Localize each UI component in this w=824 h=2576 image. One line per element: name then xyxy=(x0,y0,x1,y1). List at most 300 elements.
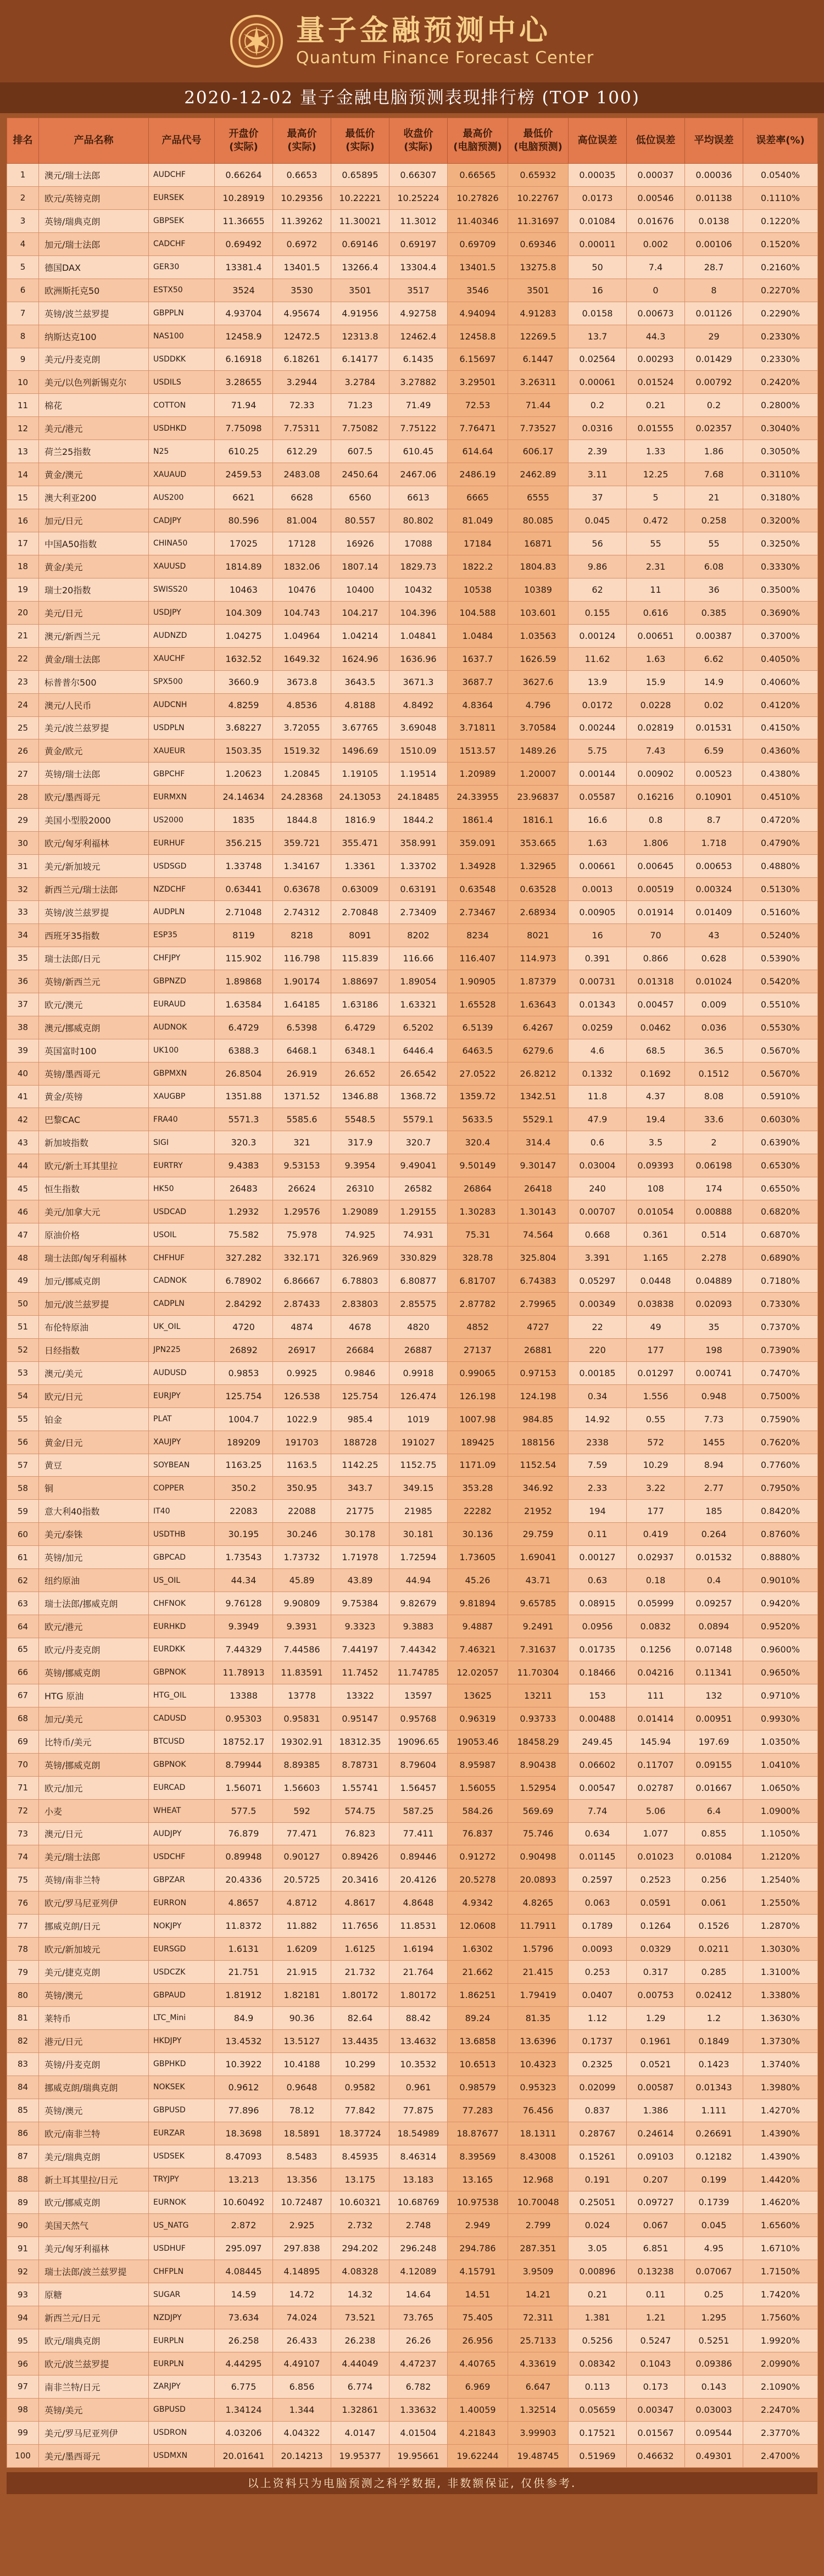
product-name-cell: 加元/波兰兹罗提 xyxy=(39,1292,149,1315)
close-actual-cell: 4.8648 xyxy=(389,1891,448,1915)
close-actual-cell: 30.181 xyxy=(389,1523,448,1546)
low-error-cell: 0.067 xyxy=(627,2214,685,2237)
rank-cell: 11 xyxy=(7,394,39,417)
open-actual-cell: 13381.4 xyxy=(215,255,273,279)
rank-cell: 90 xyxy=(7,2214,39,2237)
column-header-label: 低位误差 xyxy=(636,135,676,146)
close-actual-cell: 2467.06 xyxy=(389,463,448,486)
high-actual-cell: 4.8712 xyxy=(273,1891,331,1915)
low-error-cell: 108 xyxy=(627,1177,685,1200)
error-rate-cell: 0.3040% xyxy=(743,417,818,440)
error-rate-cell: 0.5670% xyxy=(743,1062,818,1085)
table-row xyxy=(7,2099,818,2122)
product-name-cell: 澳元/人民币 xyxy=(39,693,149,716)
rank-cell: 31 xyxy=(7,855,39,878)
high-actual-cell: 13.356 xyxy=(273,2168,331,2191)
error-rate-cell: 0.5530% xyxy=(743,1016,818,1039)
high-error-cell: 0.28767 xyxy=(569,2122,627,2145)
column-header xyxy=(215,118,273,164)
table-row xyxy=(7,809,818,832)
close-actual-cell: 1368.72 xyxy=(389,1085,448,1108)
open-actual-cell: 17025 xyxy=(215,532,273,555)
error-rate-cell: 0.7590% xyxy=(743,1407,818,1431)
avg-error-cell: 0.514 xyxy=(685,1223,743,1247)
close-actual-cell: 191027 xyxy=(389,1431,448,1454)
open-actual-cell: 21.751 xyxy=(215,1961,273,1984)
error-rate-cell: 0.3180% xyxy=(743,486,818,509)
high-forecast-cell: 328.78 xyxy=(448,1247,508,1270)
open-actual-cell: 18752.17 xyxy=(215,1730,273,1753)
low-forecast-cell: 8.43008 xyxy=(508,2145,569,2168)
low-actual-cell: 76.823 xyxy=(331,1822,389,1845)
product-code-cell: COPPER xyxy=(149,1477,215,1500)
avg-error-cell: 0.5251 xyxy=(685,2329,743,2352)
table-row xyxy=(7,2007,818,2030)
low-error-cell: 3.5 xyxy=(627,1131,685,1154)
open-actual-cell: 0.66264 xyxy=(215,164,273,187)
product-code-cell: USDTHB xyxy=(149,1523,215,1546)
table-row xyxy=(7,1108,818,1131)
low-forecast-cell: 0.63528 xyxy=(508,878,569,901)
low-forecast-cell: 1.63643 xyxy=(508,993,569,1016)
high-forecast-cell: 4852 xyxy=(448,1315,508,1338)
rank-cell: 76 xyxy=(7,1891,39,1915)
open-actual-cell: 1.63584 xyxy=(215,993,273,1016)
open-actual-cell: 2459.53 xyxy=(215,463,273,486)
low-error-cell: 0.00546 xyxy=(627,186,685,209)
high-forecast-cell: 30.136 xyxy=(448,1523,508,1546)
low-actual-cell: 4.8188 xyxy=(331,693,389,716)
high-actual-cell: 6.18261 xyxy=(273,348,331,371)
product-code-cell: EURSEK xyxy=(149,186,215,209)
high-forecast-cell: 3.71811 xyxy=(448,716,508,739)
column-header-label: 产品代号 xyxy=(162,135,202,146)
low-error-cell: 1.21 xyxy=(627,2306,685,2329)
low-forecast-cell: 1.5796 xyxy=(508,1938,569,1961)
error-rate-cell: 1.2540% xyxy=(743,1868,818,1891)
low-actual-cell: 82.64 xyxy=(331,2007,389,2030)
low-error-cell: 0.02937 xyxy=(627,1546,685,1569)
close-actual-cell: 1.04841 xyxy=(389,624,448,647)
close-actual-cell: 0.95768 xyxy=(389,1707,448,1730)
open-actual-cell: 9.76128 xyxy=(215,1592,273,1615)
low-error-cell: 1.165 xyxy=(627,1247,685,1270)
high-error-cell: 3.11 xyxy=(569,463,627,486)
low-actual-cell: 3643.5 xyxy=(331,670,389,693)
table-row xyxy=(7,1200,818,1223)
low-actual-cell: 1.88697 xyxy=(331,970,389,993)
table-row xyxy=(7,1891,818,1915)
close-actual-cell: 0.9918 xyxy=(389,1361,448,1384)
close-actual-cell: 77.411 xyxy=(389,1822,448,1845)
rank-cell: 73 xyxy=(7,1822,39,1845)
table-row xyxy=(7,255,818,279)
high-actual-cell: 1.73732 xyxy=(273,1546,331,1569)
rank-cell: 64 xyxy=(7,1615,39,1638)
product-name-cell: 美元/港元 xyxy=(39,417,149,440)
avg-error-cell: 174 xyxy=(685,1177,743,1200)
product-name-cell: 莱特币 xyxy=(39,2007,149,2030)
product-code-cell: XAUJPY xyxy=(149,1431,215,1454)
low-error-cell: 145.94 xyxy=(627,1730,685,1753)
product-name-cell: 标普普尔500 xyxy=(39,670,149,693)
low-forecast-cell: 10.22767 xyxy=(508,186,569,209)
high-forecast-cell: 89.24 xyxy=(448,2007,508,2030)
high-actual-cell: 4.49107 xyxy=(273,2352,331,2375)
table-row xyxy=(7,1247,818,1270)
open-actual-cell: 30.195 xyxy=(215,1523,273,1546)
high-actual-cell: 26624 xyxy=(273,1177,331,1200)
open-actual-cell: 6.775 xyxy=(215,2375,273,2399)
product-name-cell: 美元/罗马尼亚列伊 xyxy=(39,2421,149,2444)
product-code-cell: CHFNOK xyxy=(149,1592,215,1615)
avg-error-cell: 0.948 xyxy=(685,1384,743,1407)
avg-error-cell: 0.01343 xyxy=(685,2076,743,2099)
open-actual-cell: 11.8372 xyxy=(215,1915,273,1938)
low-error-cell: 0.24614 xyxy=(627,2122,685,2145)
high-actual-cell: 1371.52 xyxy=(273,1085,331,1108)
low-forecast-cell: 1.32514 xyxy=(508,2398,569,2421)
product-name-cell: 黄金/欧元 xyxy=(39,739,149,763)
high-forecast-cell: 1822.2 xyxy=(448,555,508,578)
low-actual-cell: 0.95147 xyxy=(331,1707,389,1730)
high-error-cell: 0.063 xyxy=(569,1891,627,1915)
open-actual-cell: 2.84292 xyxy=(215,1292,273,1315)
rank-cell: 70 xyxy=(7,1753,39,1776)
high-forecast-cell: 1.0484 xyxy=(448,624,508,647)
rank-cell: 62 xyxy=(7,1569,39,1592)
product-name-cell: 美国天然气 xyxy=(39,2214,149,2237)
rank-cell: 43 xyxy=(7,1131,39,1154)
avg-error-cell: 0.2 xyxy=(685,394,743,417)
high-actual-cell: 1.64185 xyxy=(273,993,331,1016)
low-actual-cell: 1346.88 xyxy=(331,1085,389,1108)
product-name-cell: 欧元/波兰兹罗提 xyxy=(39,2352,149,2375)
low-actual-cell: 1.71978 xyxy=(331,1546,389,1569)
close-actual-cell: 2.73409 xyxy=(389,901,448,924)
error-rate-cell: 0.6390% xyxy=(743,1131,818,1154)
close-actual-cell: 13597 xyxy=(389,1684,448,1707)
low-forecast-cell: 4.91283 xyxy=(508,302,569,325)
avg-error-cell: 6.4 xyxy=(685,1799,743,1822)
rank-cell: 77 xyxy=(7,1915,39,1938)
rank-cell: 32 xyxy=(7,878,39,901)
high-forecast-cell: 6.81707 xyxy=(448,1270,508,1293)
product-code-cell: NAS100 xyxy=(149,325,215,348)
open-actual-cell: 73.634 xyxy=(215,2306,273,2329)
low-forecast-cell: 1.20007 xyxy=(508,763,569,786)
rank-cell: 78 xyxy=(7,1938,39,1961)
error-rate-cell: 0.7620% xyxy=(743,1431,818,1454)
product-code-cell: GBPSEK xyxy=(149,209,215,232)
open-actual-cell: 189209 xyxy=(215,1431,273,1454)
product-name-cell: 新土耳其里拉/日元 xyxy=(39,2168,149,2191)
low-error-cell: 0.317 xyxy=(627,1961,685,1984)
high-error-cell: 16 xyxy=(569,923,627,947)
product-name-cell: 黄金/日元 xyxy=(39,1431,149,1454)
high-actual-cell: 7.75311 xyxy=(273,417,331,440)
table-row xyxy=(7,1961,818,1984)
error-rate-cell: 1.4390% xyxy=(743,2122,818,2145)
high-error-cell: 0.00905 xyxy=(569,901,627,924)
low-error-cell: 4.37 xyxy=(627,1085,685,1108)
table-row xyxy=(7,923,818,947)
high-forecast-cell: 10538 xyxy=(448,578,508,601)
high-error-cell: 0.0158 xyxy=(569,302,627,325)
error-rate-cell: 0.7370% xyxy=(743,1315,818,1338)
close-actual-cell: 8.79604 xyxy=(389,1753,448,1776)
high-actual-cell: 321 xyxy=(273,1131,331,1154)
avg-error-cell: 0.009 xyxy=(685,993,743,1016)
open-actual-cell: 8.47093 xyxy=(215,2145,273,2168)
table-row xyxy=(7,1753,818,1776)
avg-error-cell: 2 xyxy=(685,1131,743,1154)
high-error-cell: 153 xyxy=(569,1684,627,1707)
open-actual-cell: 26.258 xyxy=(215,2329,273,2352)
high-error-cell: 0.02099 xyxy=(569,2076,627,2099)
low-actual-cell: 3.67765 xyxy=(331,716,389,739)
table-row xyxy=(7,832,818,855)
close-actual-cell: 9.82679 xyxy=(389,1592,448,1615)
product-code-cell: USDSEK xyxy=(149,2145,215,2168)
high-error-cell: 0.00144 xyxy=(569,763,627,786)
table-row xyxy=(7,164,818,187)
rank-cell: 39 xyxy=(7,1039,39,1062)
error-rate-cell: 0.7500% xyxy=(743,1384,818,1407)
high-forecast-cell: 13401.5 xyxy=(448,255,508,279)
low-actual-cell: 1816.9 xyxy=(331,809,389,832)
brand-name-cn: 量子金融预测中心 xyxy=(296,14,551,47)
high-forecast-cell: 1.73605 xyxy=(448,1546,508,1569)
open-actual-cell: 3.68227 xyxy=(215,716,273,739)
rank-cell: 1 xyxy=(7,164,39,187)
rank-cell: 66 xyxy=(7,1661,39,1684)
close-actual-cell: 77.875 xyxy=(389,2099,448,2122)
high-error-cell: 0.045 xyxy=(569,509,627,532)
avg-error-cell: 6.59 xyxy=(685,739,743,763)
error-rate-cell: 0.4360% xyxy=(743,739,818,763)
product-code-cell: EURRON xyxy=(149,1891,215,1915)
high-forecast-cell: 8.39569 xyxy=(448,2145,508,2168)
high-actual-cell: 19302.91 xyxy=(273,1730,331,1753)
product-code-cell: AUDPLN xyxy=(149,901,215,924)
product-name-cell: 英镑/澳元 xyxy=(39,2099,149,2122)
high-actual-cell: 592 xyxy=(273,1799,331,1822)
error-rate-cell: 1.4420% xyxy=(743,2168,818,2191)
high-error-cell: 249.45 xyxy=(569,1730,627,1753)
high-actual-cell: 4.04322 xyxy=(273,2421,331,2444)
product-code-cell: USDMXN xyxy=(149,2444,215,2467)
low-error-cell: 0.05999 xyxy=(627,1592,685,1615)
high-forecast-cell: 9.81894 xyxy=(448,1592,508,1615)
avg-error-cell: 0.285 xyxy=(685,1961,743,1984)
product-name-cell: 欧元/挪威克朗 xyxy=(39,2191,149,2214)
low-error-cell: 1.386 xyxy=(627,2099,685,2122)
high-actual-cell: 10.72487 xyxy=(273,2191,331,2214)
low-actual-cell: 19.95377 xyxy=(331,2444,389,2467)
product-name-cell: 英镑/新西兰元 xyxy=(39,970,149,993)
table-row xyxy=(7,509,818,532)
high-error-cell: 0.02564 xyxy=(569,348,627,371)
avg-error-cell: 0.01409 xyxy=(685,901,743,924)
avg-error-cell: 0.036 xyxy=(685,1016,743,1039)
high-error-cell: 0.51969 xyxy=(569,2444,627,2467)
rank-cell: 4 xyxy=(7,232,39,255)
product-code-cell: EURZAR xyxy=(149,2122,215,2145)
page-title: 2020-12-02 量子金融电脑预测表现排行榜 (TOP 100) xyxy=(0,82,824,113)
high-forecast-cell: 12.0608 xyxy=(448,1915,508,1938)
rank-cell: 24 xyxy=(7,693,39,716)
product-name-cell: 英镑/波兰兹罗提 xyxy=(39,901,149,924)
low-actual-cell: 1.04214 xyxy=(331,624,389,647)
close-actual-cell: 1.29155 xyxy=(389,1200,448,1223)
avg-error-cell: 0.01024 xyxy=(685,970,743,993)
high-error-cell: 0.1737 xyxy=(569,2029,627,2052)
low-actual-cell: 574.75 xyxy=(331,1799,389,1822)
high-actual-cell: 104.743 xyxy=(273,601,331,624)
high-forecast-cell: 0.91272 xyxy=(448,1845,508,1868)
high-error-cell: 0.00185 xyxy=(569,1361,627,1384)
low-actual-cell: 0.9582 xyxy=(331,2076,389,2099)
close-actual-cell: 20.4126 xyxy=(389,1868,448,1891)
low-actual-cell: 9.75384 xyxy=(331,1592,389,1615)
close-actual-cell: 4.92758 xyxy=(389,302,448,325)
low-error-cell: 0.11 xyxy=(627,2283,685,2306)
open-actual-cell: 13.4532 xyxy=(215,2029,273,2052)
high-forecast-cell: 12.02057 xyxy=(448,1661,508,1684)
high-forecast-cell: 1513.57 xyxy=(448,739,508,763)
low-error-cell: 0.01567 xyxy=(627,2421,685,2444)
open-actual-cell: 84.9 xyxy=(215,2007,273,2030)
open-actual-cell: 4.08445 xyxy=(215,2260,273,2283)
low-error-cell: 5 xyxy=(627,486,685,509)
high-actual-cell: 18.5891 xyxy=(273,2122,331,2145)
avg-error-cell: 0.00036 xyxy=(685,164,743,187)
high-forecast-cell: 10.97538 xyxy=(448,2191,508,2214)
table-row xyxy=(7,1270,818,1293)
open-actual-cell: 6.16918 xyxy=(215,348,273,371)
high-error-cell: 0.00011 xyxy=(569,232,627,255)
quantum-logo-icon xyxy=(237,22,276,60)
error-rate-cell: 0.4050% xyxy=(743,647,818,670)
rank-cell: 5 xyxy=(7,255,39,279)
product-name-cell: 比特币/美元 xyxy=(39,1730,149,1753)
avg-error-cell: 0.04889 xyxy=(685,1270,743,1293)
error-rate-cell: 0.8420% xyxy=(743,1500,818,1523)
rank-cell: 83 xyxy=(7,2052,39,2076)
high-forecast-cell: 13.6858 xyxy=(448,2029,508,2052)
product-name-cell: 欧元/墨西哥元 xyxy=(39,786,149,809)
high-actual-cell: 6.86667 xyxy=(273,1270,331,1293)
product-name-cell: 英镑/墨西哥元 xyxy=(39,1062,149,1085)
error-rate-cell: 1.7150% xyxy=(743,2260,818,2283)
avg-error-cell: 0.01531 xyxy=(685,716,743,739)
low-forecast-cell: 188156 xyxy=(508,1431,569,1454)
avg-error-cell: 0.11341 xyxy=(685,1661,743,1684)
product-name-cell: 加元/日元 xyxy=(39,509,149,532)
low-forecast-cell: 12269.5 xyxy=(508,325,569,348)
high-forecast-cell: 1.65528 xyxy=(448,993,508,1016)
low-error-cell: 0.1692 xyxy=(627,1062,685,1085)
product-name-cell: 原油价格 xyxy=(39,1223,149,1247)
table-row xyxy=(7,2029,818,2052)
low-actual-cell: 26.238 xyxy=(331,2329,389,2352)
high-forecast-cell: 1007.98 xyxy=(448,1407,508,1431)
table-row xyxy=(7,739,818,763)
open-actual-cell: 20.01641 xyxy=(215,2444,273,2467)
low-actual-cell: 4.08328 xyxy=(331,2260,389,2283)
low-forecast-cell: 353.665 xyxy=(508,832,569,855)
high-error-cell: 0.00124 xyxy=(569,624,627,647)
high-forecast-cell: 1.56055 xyxy=(448,1776,508,1799)
table-row xyxy=(7,578,818,601)
error-rate-cell: 0.1520% xyxy=(743,232,818,255)
product-code-cell: SUGAR xyxy=(149,2283,215,2306)
product-code-cell: SOYBEAN xyxy=(149,1454,215,1477)
rank-cell: 20 xyxy=(7,601,39,624)
avg-error-cell: 0.00387 xyxy=(685,624,743,647)
avg-error-cell: 7.68 xyxy=(685,463,743,486)
error-rate-cell: 0.4150% xyxy=(743,716,818,739)
high-forecast-cell: 353.28 xyxy=(448,1477,508,1500)
error-rate-cell: 0.3110% xyxy=(743,463,818,486)
high-forecast-cell: 6665 xyxy=(448,486,508,509)
avg-error-cell: 0.143 xyxy=(685,2375,743,2399)
table-row xyxy=(7,532,818,555)
table-row xyxy=(7,1868,818,1891)
low-actual-cell: 26684 xyxy=(331,1338,389,1361)
error-rate-cell: 0.2330% xyxy=(743,325,818,348)
low-actual-cell: 0.9846 xyxy=(331,1361,389,1384)
high-forecast-cell: 1171.09 xyxy=(448,1454,508,1477)
high-error-cell: 0.0407 xyxy=(569,1984,627,2007)
product-code-cell: SPX500 xyxy=(149,670,215,693)
low-error-cell: 0.01914 xyxy=(627,901,685,924)
close-actual-cell: 11.8531 xyxy=(389,1915,448,1938)
low-error-cell: 0.1264 xyxy=(627,1915,685,1938)
close-actual-cell: 1.80172 xyxy=(389,1984,448,2007)
open-actual-cell: 13388 xyxy=(215,1684,273,1707)
close-actual-cell: 11.3012 xyxy=(389,209,448,232)
avg-error-cell: 0.00523 xyxy=(685,763,743,786)
error-rate-cell: 0.5240% xyxy=(743,923,818,947)
high-forecast-cell: 104.588 xyxy=(448,601,508,624)
rank-cell: 61 xyxy=(7,1546,39,1569)
error-rate-cell: 0.7950% xyxy=(743,1477,818,1500)
high-actual-cell: 45.89 xyxy=(273,1569,331,1592)
low-error-cell: 0.01054 xyxy=(627,1200,685,1223)
high-forecast-cell: 1.30283 xyxy=(448,1200,508,1223)
low-actual-cell: 7.75082 xyxy=(331,417,389,440)
high-actual-cell: 24.28368 xyxy=(273,786,331,809)
high-error-cell: 0.191 xyxy=(569,2168,627,2191)
error-rate-cell: 1.2120% xyxy=(743,1845,818,1868)
avg-error-cell: 0.0211 xyxy=(685,1938,743,1961)
avg-error-cell: 1.718 xyxy=(685,832,743,855)
rank-cell: 96 xyxy=(7,2352,39,2375)
open-actual-cell: 11.78913 xyxy=(215,1661,273,1684)
high-actual-cell: 30.246 xyxy=(273,1523,331,1546)
low-error-cell: 0.13238 xyxy=(627,2260,685,2283)
low-error-cell: 55 xyxy=(627,532,685,555)
table-row xyxy=(7,1223,818,1247)
low-actual-cell: 1142.25 xyxy=(331,1454,389,1477)
high-actual-cell: 0.6653 xyxy=(273,164,331,187)
low-error-cell: 11 xyxy=(627,578,685,601)
error-rate-cell: 0.5670% xyxy=(743,1039,818,1062)
product-name-cell: HTG 原油 xyxy=(39,1684,149,1707)
table-row xyxy=(7,2214,818,2237)
